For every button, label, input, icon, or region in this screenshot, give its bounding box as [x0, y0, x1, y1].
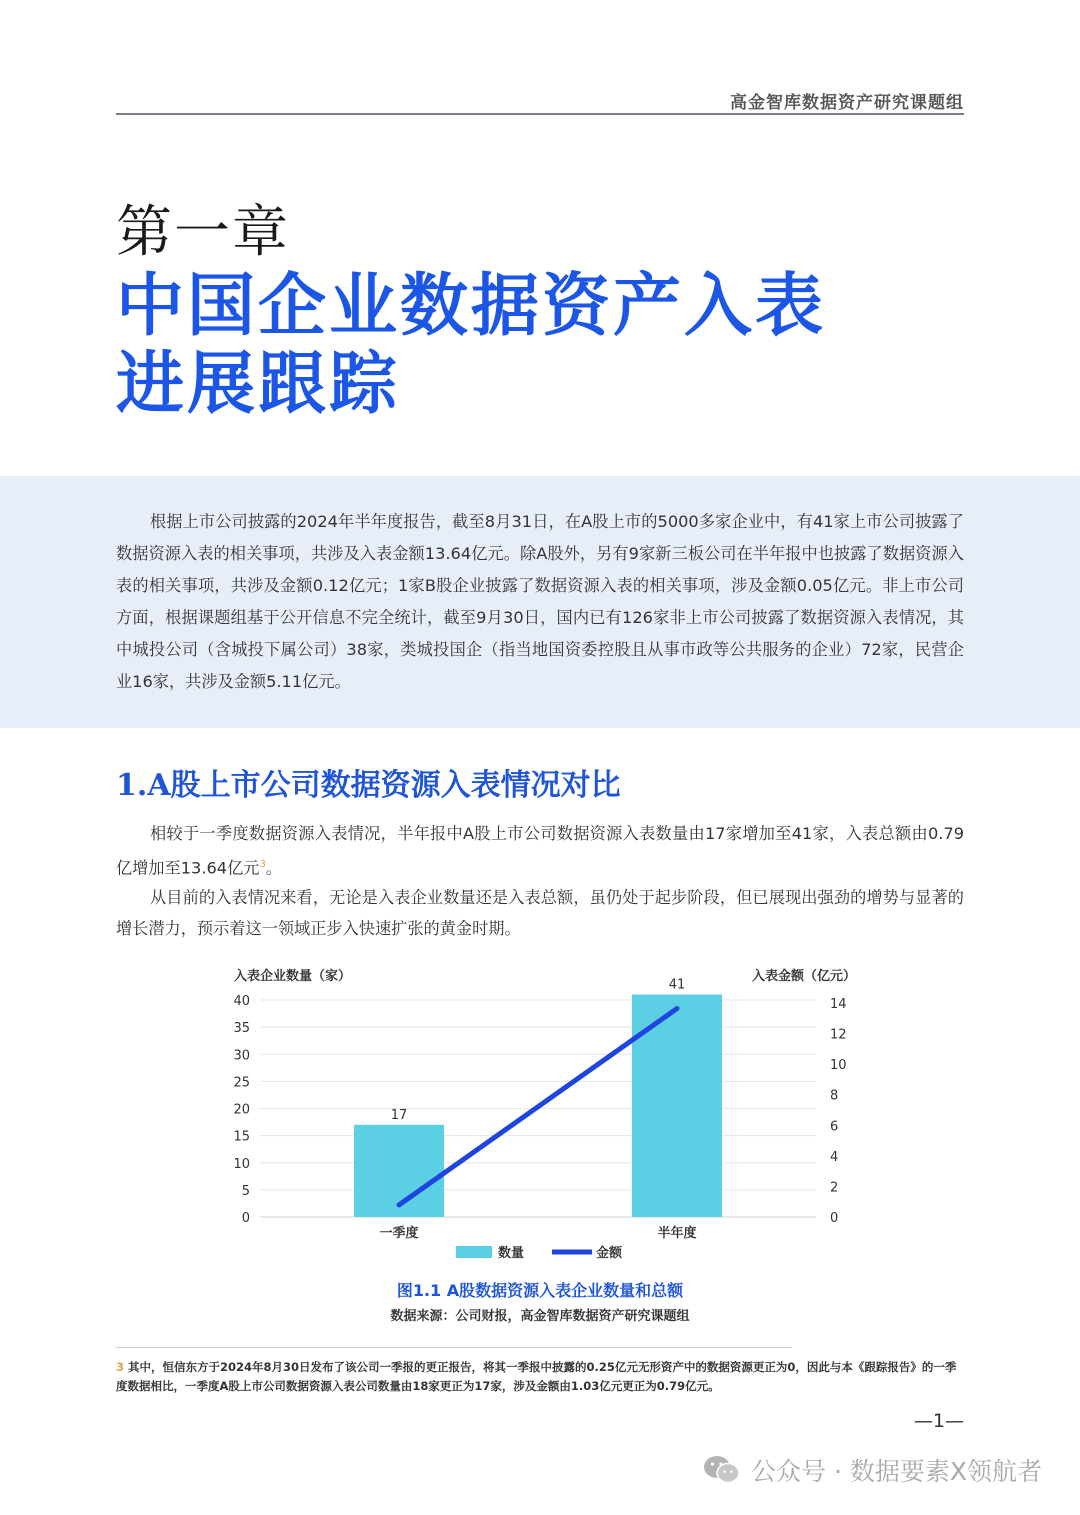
figure-source: 数据来源：公司财报，高金智库数据资产研究课题组	[390, 1309, 690, 1324]
chapter-title-line1: 中国企业数据资产入表	[116, 267, 827, 346]
right-tick-label: 2	[830, 1180, 839, 1196]
right-axis-title: 入表金额（亿元）	[751, 969, 856, 984]
footnote-ref[interactable]: 3	[259, 859, 266, 870]
right-tick-label: 8	[830, 1088, 839, 1104]
right-tick-label: 12	[830, 1027, 847, 1043]
chapter-number: 第一章	[116, 200, 290, 265]
header-org: 高金智库数据资产研究课题组	[730, 93, 964, 113]
right-tick-label: 10	[830, 1058, 847, 1074]
wechat-icon	[703, 1455, 741, 1485]
left-axis-title: 入表企业数量（家）	[234, 969, 352, 984]
category-label: 半年度	[657, 1226, 697, 1241]
summary-paragraph: 根据上市公司披露的2024年半年度报告，截至8月31日，在A股上市的5000多家企业中，有41家上市公司披露了数据资源入表的相关事项，共涉及入表金额13.64亿元。除A股外，另有9家新三板公司在半年报中也披露了数据资源入表的相关事项，共涉及金额0.12亿元；1家B股企业披露了数据资源入表的相关事项，涉及金额0.05亿元。非上市公司方面，根据课题组基于公开信息不完全统计，截至9月30日，国内已有126家非上市公司披露了数据资源入表情况，其中城投公司（含城投下属公司）38家，类城投国企（指当地国资委控股且从事市政等公共服务的企业）72家，民营企业16家，共涉及金额5.11亿元。	[116, 512, 964, 691]
figure-caption: 图1.1 A股数据资源入表企业数量和总额	[396, 1281, 684, 1300]
right-tick-label: 4	[830, 1149, 839, 1165]
left-tick-label: 10	[233, 1156, 250, 1172]
section-title: 1.A股上市公司数据资源入表情况对比	[116, 768, 621, 803]
legend-bar-label: 数量	[498, 1246, 525, 1261]
right-tick-label: 14	[830, 997, 847, 1012]
right-tick-label: 6	[830, 1119, 839, 1135]
legend-bar-swatch	[456, 1246, 492, 1258]
chapter-title-line2: 进展跟踪	[116, 345, 401, 424]
section-paragraph-1	[116, 818, 964, 883]
left-tick-label: 0	[241, 1211, 250, 1226]
footnote	[116, 1358, 964, 1396]
footnote-mark: 3	[116, 1360, 125, 1374]
left-tick-label: 35	[233, 1021, 250, 1037]
category-label: 一季度	[379, 1226, 419, 1241]
section-paragraph-2: 从目前的入表情况来看，无论是入表企业数量还是入表总额，虽仍处于起步阶段，但已展现出强劲的增势与显著的增长潜力，预示着这一领域正步入快速扩张的黄金时期。	[116, 888, 964, 938]
footnote-text: 其中，恒信东方于2024年8月30日发布了该公司一季报的更正报告，将其一季报中披露的0.25亿元无形资产中的数据资源更正为0，因此与本《跟踪报告》的一季度数据相比，一季度A股上市公司数据资源入表公司数量由18家更正为17家，涉及金额由1.03亿元更正为0.79亿元。	[116, 1360, 957, 1393]
left-tick-label: 20	[233, 1102, 250, 1118]
footnote-rule	[116, 1347, 792, 1348]
left-tick-label: 25	[233, 1075, 250, 1091]
left-tick-label: 30	[233, 1048, 250, 1064]
left-tick-label: 15	[233, 1129, 250, 1145]
watermark	[703, 1452, 1042, 1488]
chapter-title	[116, 268, 826, 424]
left-tick-label: 40	[233, 994, 250, 1009]
legend-line-label: 金额	[596, 1246, 623, 1261]
left-tick-label: 5	[241, 1183, 250, 1199]
para1-end: 。	[265, 858, 283, 878]
page-number: —1—	[913, 1410, 964, 1432]
right-tick-label: 0	[830, 1211, 839, 1226]
watermark-text: 公众号 · 数据要素X领航者	[751, 1457, 1042, 1486]
bar-data-label: 41	[668, 977, 686, 993]
combo-chart	[216, 960, 876, 1270]
header-rule	[116, 113, 964, 115]
bar-data-label: 17	[390, 1107, 408, 1123]
para1-text: 相较于一季度数据资源入表情况，半年报中A股上市公司数据资源入表数量由17家增加至41家，入表总额由0.79亿增加至13.64亿元	[116, 824, 964, 878]
